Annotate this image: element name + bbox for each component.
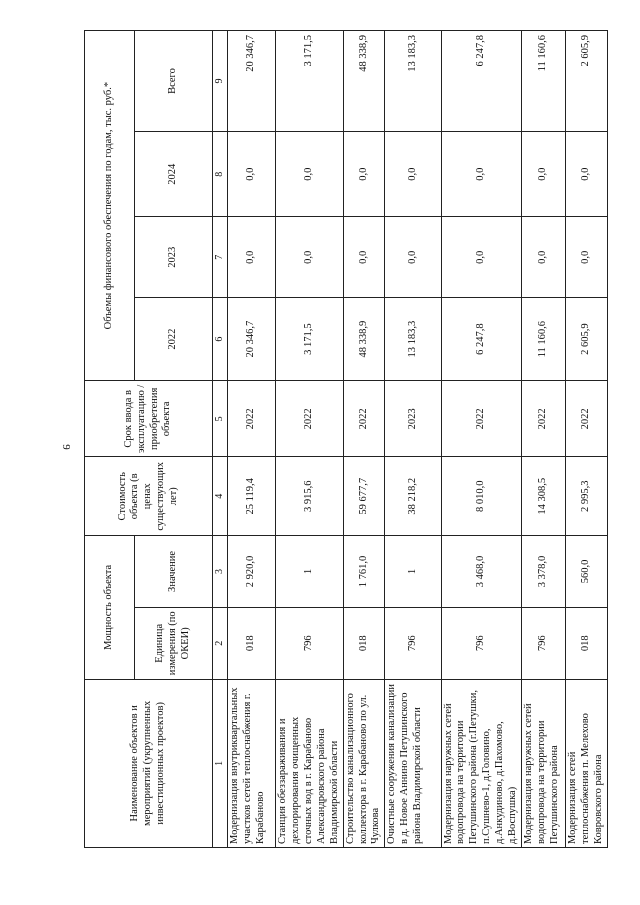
capacity-value: 2 920,0 (228, 536, 276, 608)
amount-2024: 0,0 (441, 132, 521, 217)
project-name: Модернизация внутриквартальных участков сетей теплоснабжения г. Карабаново (228, 679, 276, 847)
cost-value: 59 677,7 (343, 457, 385, 536)
header-capacity: Мощность объекта (85, 536, 135, 680)
amount-2022: 20 346,7 (228, 298, 276, 381)
project-name: Очистные сооружения канализации в д. Новое Аннино Петушинского района Владимирской области (385, 679, 441, 847)
unit-code: 796 (385, 607, 441, 679)
capacity-value: 1 (276, 536, 343, 608)
amount-2024: 0,0 (385, 132, 441, 217)
amount-total: 3 171,5 (276, 31, 343, 132)
investment-projects-table (84, 30, 608, 848)
term-year: 2023 (385, 381, 441, 457)
amount-2022: 3 171,5 (276, 298, 343, 381)
header-2024: 2024 (135, 132, 213, 217)
header-financing: Объемы финансового обеспечения по годам, тыс. руб.* (85, 31, 135, 381)
header-2022: 2022 (135, 298, 213, 381)
header-value: Значение (135, 536, 213, 608)
amount-total: 13 183,3 (385, 31, 441, 132)
amount-2024: 0,0 (276, 132, 343, 217)
amount-2022: 13 183,3 (385, 298, 441, 381)
cost-value: 14 308,5 (522, 457, 566, 536)
table-row (343, 31, 385, 848)
amount-2022: 6 247,8 (441, 298, 521, 381)
col-number: 7 (213, 217, 228, 298)
cost-value: 8 010,0 (441, 457, 521, 536)
amount-2023: 0,0 (385, 217, 441, 298)
header-total: Всего (135, 31, 213, 132)
table-row (228, 31, 276, 848)
amount-2023: 0,0 (522, 217, 566, 298)
cost-value: 38 218,2 (385, 457, 441, 536)
capacity-value: 3 468,0 (441, 536, 521, 608)
amount-2023: 0,0 (276, 217, 343, 298)
project-name: Строительство канализационного коллектора в г. Карабаново по ул. Чулкова (343, 679, 385, 847)
amount-2022: 2 605,9 (566, 298, 608, 381)
project-name: Модернизация сетей теплоснабжения п. Мелехово Ковровского района (566, 679, 608, 847)
col-number: 1 (213, 679, 228, 847)
term-year: 2022 (276, 381, 343, 457)
col-number: 4 (213, 457, 228, 536)
table-row (522, 31, 566, 848)
amount-2024: 0,0 (566, 132, 608, 217)
capacity-value: 1 (385, 536, 441, 608)
amount-2022: 48 338,9 (343, 298, 385, 381)
table-row (385, 31, 441, 848)
project-name: Станция обеззараживания и дехлорирования очищенных сточных вод в г. Карабаново Александровского района Владимирской области (276, 679, 343, 847)
col-number: 3 (213, 536, 228, 608)
amount-total: 2 605,9 (566, 31, 608, 132)
unit-code: 796 (276, 607, 343, 679)
amount-total: 48 338,9 (343, 31, 385, 132)
capacity-value: 560,0 (566, 536, 608, 608)
amount-2022: 11 160,6 (522, 298, 566, 381)
unit-code: 796 (441, 607, 521, 679)
term-year: 2022 (228, 381, 276, 457)
amount-2023: 0,0 (228, 217, 276, 298)
unit-code: 796 (522, 607, 566, 679)
amount-total: 20 346,7 (228, 31, 276, 132)
header-unit: Единица измерения (по ОКЕИ) (135, 607, 213, 679)
cost-value: 2 995,3 (566, 457, 608, 536)
amount-2023: 0,0 (566, 217, 608, 298)
header-cost: Стоимость объекта (в ценах существующих лет) (85, 457, 213, 536)
capacity-value: 3 378,0 (522, 536, 566, 608)
term-year: 2022 (343, 381, 385, 457)
table-rotated-container (84, 30, 608, 848)
amount-2023: 0,0 (441, 217, 521, 298)
unit-code: 018 (566, 607, 608, 679)
table-row (566, 31, 608, 848)
cost-value: 3 915,6 (276, 457, 343, 536)
unit-code: 018 (228, 607, 276, 679)
term-year: 2022 (441, 381, 521, 457)
table-row (441, 31, 521, 848)
table-row (276, 31, 343, 848)
page-number: 9 (60, 444, 72, 450)
header-name: Наименование объектов и мероприятий (укрупненных инвестиционных проектов) (85, 679, 213, 847)
amount-total: 11 160,6 (522, 31, 566, 132)
header-term: Срок ввода в эксплуатацию / приобретения объекта (85, 381, 213, 457)
project-name: Модернизация наружных сетей водопровода на территории Петушинского района (г.Петушки, п.Сушнево-1, д.Головино, д.Анкудиново, д.Пахомово, д.Воспушка) (441, 679, 521, 847)
term-year: 2022 (522, 381, 566, 457)
col-number: 2 (213, 607, 228, 679)
col-number: 5 (213, 381, 228, 457)
amount-2024: 0,0 (522, 132, 566, 217)
col-number: 9 (213, 31, 228, 132)
unit-code: 018 (343, 607, 385, 679)
col-number: 6 (213, 298, 228, 381)
amount-2024: 0,0 (228, 132, 276, 217)
header-2023: 2023 (135, 217, 213, 298)
cost-value: 25 119,4 (228, 457, 276, 536)
term-year: 2022 (566, 381, 608, 457)
amount-2023: 0,0 (343, 217, 385, 298)
amount-2024: 0,0 (343, 132, 385, 217)
project-name: Модернизация наружных сетей водопровода на территории Петушинского района (522, 679, 566, 847)
col-number: 8 (213, 132, 228, 217)
amount-total: 6 247,8 (441, 31, 521, 132)
capacity-value: 1 761,0 (343, 536, 385, 608)
